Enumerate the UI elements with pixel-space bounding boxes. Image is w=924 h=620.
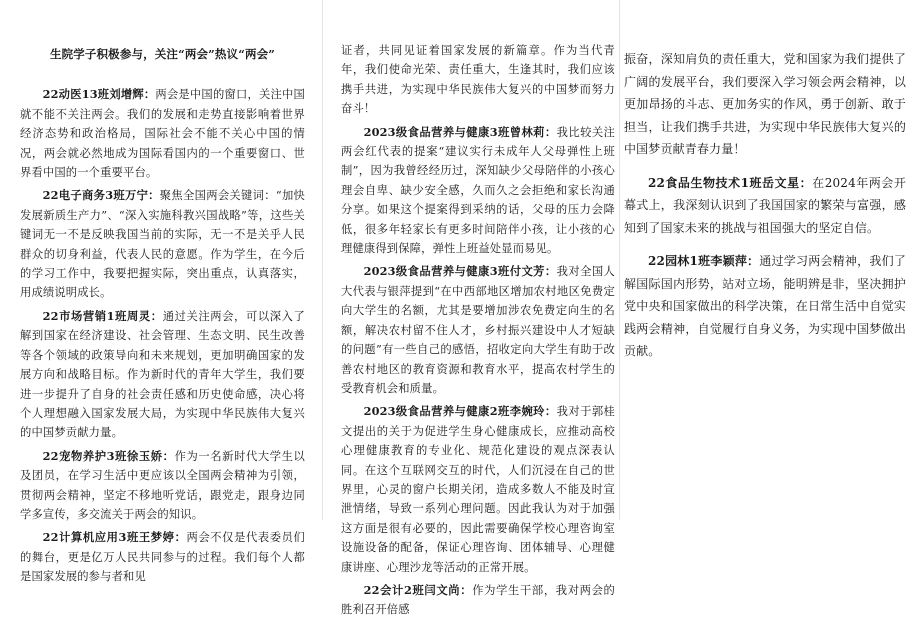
paragraph-text: 作为学生干部，我对两会的胜利召开倍感 — [341, 583, 615, 617]
paragraph — [341, 402, 615, 577]
paragraph-text: 我比较关注两会红代表的提案“建议实行未成年人父母弹性上班制”，因为我曾经经历过，深知缺少父母陪伴的小孩心理会自卑、缺少安全感，久而久之会拒绝和家长沟通分享。如果这个提案得到采纳的话，父母的压力会降低，很多年轻家长有更多时间陪伴小孩，让小孩的心理健康得到保障，弹性上班益处显而易见。 — [341, 125, 615, 256]
paragraph — [624, 250, 906, 363]
speaker-name: 22会计2班闫文尚： — [363, 582, 473, 597]
paragraph — [624, 48, 906, 161]
column-right — [624, 48, 906, 520]
speaker-name: 22市场营销1班周灵： — [42, 308, 163, 323]
paragraph — [20, 186, 305, 302]
column-middle — [341, 41, 615, 617]
paragraph-text: 两会是中国的窗口，关注中国就不能不关注两会。我们的发展和走势直接影响着世界经济态势和政治格局，国际社会不能不关心中国的情况，两会就必然地成为国际看国内的一个重要窗口、世界看中国的一个重要平台。 — [20, 88, 305, 180]
speaker-name: 22食品生物技术1班岳文星： — [648, 175, 813, 190]
speaker-name: 2023级食品营养与健康2班李婉玲： — [363, 404, 557, 419]
paragraph — [20, 447, 305, 525]
speaker-name: 22园林1班李颖萍： — [648, 254, 760, 268]
speaker-name: 22动医13班刘增辉： — [42, 87, 156, 102]
speaker-name: 22电子商务3班万宁： — [42, 188, 160, 203]
speaker-name: 2023级食品营养与健康3班曾林莉： — [363, 124, 557, 139]
paragraph-text: 通过关注两会，可以深入了解到国家在经济建设、社会管理、生态文明、民生改善等各个领域的政策导向和未来规划，更加明确国家的发展方向和战略目标。作为新时代的青年大学生，我们要进一步提升了自身的社会责任感和历史使命感，决心将个人理想融入国家发展大局，为实现中华民族伟大复兴的中国梦贡献力量。 — [20, 309, 305, 440]
paragraph — [20, 528, 305, 586]
paragraph — [20, 307, 305, 443]
speaker-name: 2023级食品营养与健康3班付文芳： — [363, 264, 557, 279]
paragraph — [20, 85, 305, 182]
paragraph-text: 作为一名新时代大学生以及团员，在学习生活中更应该以全国两会精神为引领，贯彻两会精神，坚定不移地听党话，跟党走，跟身边同学多宣传，多交流关于两会的知识。 — [20, 449, 305, 521]
paragraph — [624, 172, 906, 240]
paragraph-text: 在2024年两会开幕式上，我深刻认识到了我国国家的繁荣与富强，感知到了国家未来的挑战与祖国强大的坚定自信。 — [624, 175, 906, 235]
paragraph — [341, 41, 615, 119]
paragraph — [341, 123, 615, 259]
page-title: 生院学子积极参与，关注“两会”热议“两会” — [49, 47, 276, 61]
paragraph — [341, 581, 615, 620]
column-divider — [322, 0, 323, 520]
paragraph — [341, 262, 615, 398]
paragraph-text: 证者，共同见证着国家发展的新篇章。作为当代青年，我们使命光荣、责任重大，生逢其时，我们应该携手共进，为实现中华民族伟大复兴的中国梦而努力奋斗！ — [341, 44, 615, 116]
paragraph-text: 我对于郭桂文提出的关于为促进学生身心健康成长，应推动高校心理健康教育的专业化、规范化建设的观点深表认同。在这个互联网交互的时代，人们沉浸在自己的世界里，心灵的窗户长期关闭，造成多数人不能及时宣泄情绪，导致一系列心理问题。因此我认为对于加强这方面是很有必要的，因此需要确保学校心理咨询室设施设备的配备，保证心理咨询、团体辅导、心理健康讲座、心理沙龙等活动的正常开展。 — [341, 405, 615, 574]
column-divider — [619, 0, 620, 520]
paragraph-text: 我对全国人大代表与银萍提到“在中西部地区增加农村地区免费定向大学生的名额，尤其是要增加涉农免费定向生的名额，解决农村留不住人才，乡村振兴建设中人才短缺的问题”有一些自己的感悟，招收定向大学生有助于改善农村地区的教育资源和教育水平，提高农村学生的受教育机会和质量。 — [341, 265, 615, 395]
paragraph-text: 两会不仅是代表委员们的舞台，更是亿万人民共同参与的过程。我们每个人都是国家发展的参与者和见 — [20, 531, 305, 584]
column-left — [20, 0, 305, 584]
paragraph-text: 通过学习两会精神，我们了解国际国内形势，站对立场，能明辨是非，坚决拥护党中央和国家做出的科学决策，在日常生活中自觉实践两会精神，自觉履行自身义务，为实现中国梦做出贡献。 — [624, 254, 906, 358]
paragraph-text: 振奋，深知肩负的责任重大，党和国家为我们提供了广阔的发展平台，我们要深入学习领会两会精神，以更加昂扬的斗志、更加务实的作风，勇于创新、敢于担当，让我们携手共进，为实现中华民族伟大复兴的中国梦贡献青春力量！ — [624, 52, 906, 156]
speaker-name: 22计算机应用3班王梦婷： — [42, 530, 187, 545]
speaker-name: 22宠物养护3班徐玉娇： — [42, 448, 175, 463]
paragraph-text: 聚焦全国两会关键词：“加快发展新质生产力”、“深入实施科教兴国战略”等，这些关键词无一不是反映我国当前的实际，无一不是关乎人民群众的切身利益，代表人民的意愿。作为学生，在今后的学习工作中，我要把握实际，突出重点，认真落实，用成绩说明成长。 — [20, 189, 305, 300]
